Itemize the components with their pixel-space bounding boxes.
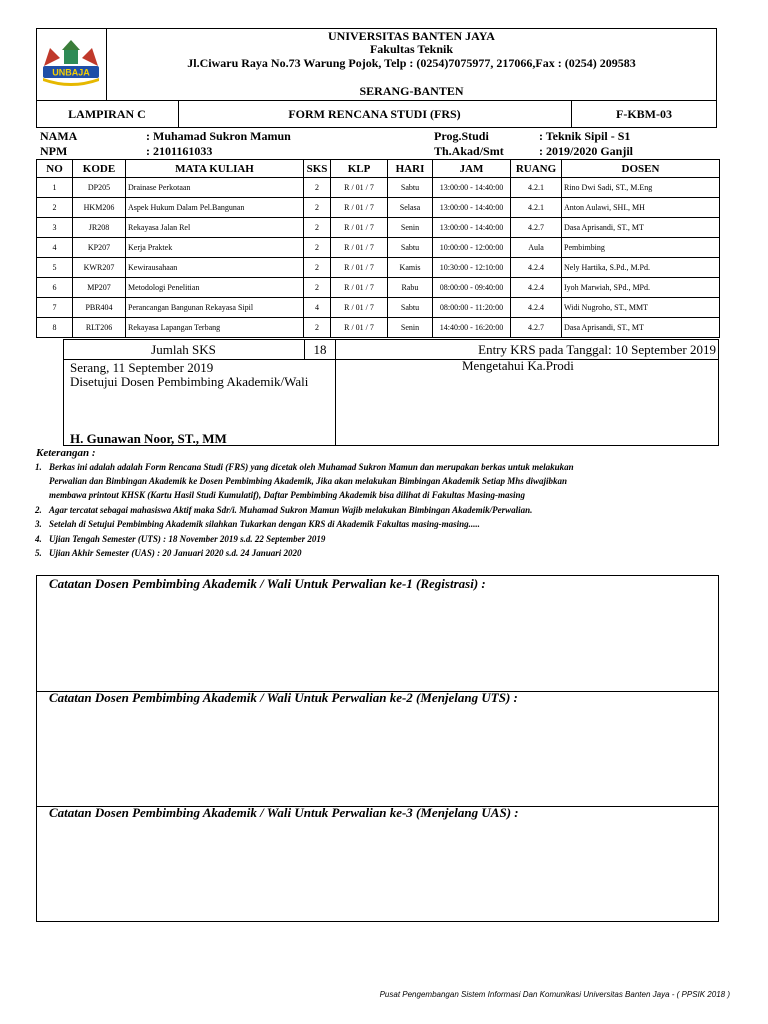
cell-jam: 08:00:00 - 11:20:00 [433, 298, 511, 318]
cell-no: 3 [37, 218, 73, 238]
note-line: Agar tercatat sebagai mahasiswa Aktif maka Sdr/i. Muhamad Sukron Mamun Wajib melakukan Bimbingan Akademik/Perwalian. [49, 505, 533, 515]
table-row [37, 198, 720, 218]
cell-mata-kuliah: Rekayasa Jalan Rel [126, 218, 304, 238]
akad-label: Th.Akad/Smt [434, 144, 504, 158]
notes-title: Keterangan : [36, 447, 96, 459]
cell-dosen: Anton Aulawi, SHI., MH [562, 198, 720, 218]
cell-hari: Sabtu [388, 178, 433, 198]
header-hari: HARI [388, 160, 433, 178]
cell-ruang: 4.2.7 [511, 318, 562, 338]
cell-klp: R / 01 / 7 [331, 318, 388, 338]
university-logo-icon [40, 36, 102, 88]
note-number-5: 5. [35, 548, 42, 558]
jumlah-sks-label: Jumlah SKS [151, 342, 216, 357]
note-line: Berkas ini adalah adalah Form Rencana Studi (FRS) yang dicetak oleh Muhamad Sukron Mamun dan merupakan berkas untuk melakukan [49, 462, 574, 472]
cell-no: 7 [37, 298, 73, 318]
cell-jam: 13:00:00 - 14:40:00 [433, 178, 511, 198]
cell-sks: 4 [304, 298, 331, 318]
entry-krs-date: Entry KRS pada Tanggal: 10 September 2019 [478, 342, 716, 357]
cell-hari: Kamis [388, 258, 433, 278]
university-name: UNIVERSITAS BANTEN JAYA [328, 29, 495, 43]
note-number-1: 1. [35, 462, 42, 472]
table-header-row [37, 160, 720, 178]
cell-hari: Sabtu [388, 298, 433, 318]
cell-dosen: Rino Dwi Sadi, ST., M.Eng [562, 178, 720, 198]
catatan-title-2: Catatan Dosen Pembimbing Akademik / Wali Untuk Perwalian ke-2 (Menjelang UTS) : [49, 690, 518, 705]
cell-klp: R / 01 / 7 [331, 178, 388, 198]
table-row [37, 278, 720, 298]
cell-hari: Senin [388, 218, 433, 238]
cell-jam: 14:40:00 - 16:20:00 [433, 318, 511, 338]
place-date: Serang, 11 September 2019 [70, 360, 214, 375]
cell-sks: 2 [304, 278, 331, 298]
cell-dosen: Pembimbing [562, 238, 720, 258]
footer-text: Pusat Pengembangan Sistem Informasi Dan Komunikasi Universitas Banten Jaya - ( PPSIK 2018 ) [379, 990, 730, 999]
header-mata-kuliah: MATA KULIAH [126, 160, 304, 178]
note-number-2: 2. [35, 505, 42, 515]
form-code: F-KBM-03 [616, 107, 672, 121]
course-table [36, 159, 720, 338]
logo-text: UNBAJA [52, 67, 90, 78]
cell-kode: JR208 [73, 218, 126, 238]
table-row [37, 318, 720, 338]
cell-dosen: Widi Nugroho, ST., MMT [562, 298, 720, 318]
catatan-box-1[interactable] [36, 575, 719, 692]
cell-mata-kuliah: Kewirausahaan [126, 258, 304, 278]
table-row [37, 178, 720, 198]
cell-klp: R / 01 / 7 [331, 238, 388, 258]
cell-jam: 10:00:00 - 12:00:00 [433, 238, 511, 258]
university-logo [40, 36, 102, 88]
cell-mata-kuliah: Rekayasa Lapangan Terbang [126, 318, 304, 338]
note-line: Ujian Akhir Semester (UAS) : 20 Januari 2020 s.d. 24 Januari 2020 [49, 548, 302, 558]
header-dosen: DOSEN [562, 160, 720, 178]
cell-no: 5 [37, 258, 73, 278]
header-sks: SKS [304, 160, 331, 178]
table-row [37, 238, 720, 258]
cell-no: 8 [37, 318, 73, 338]
table-row [37, 298, 720, 318]
cell-ruang: 4.2.4 [511, 298, 562, 318]
akad-value: : 2019/2020 Ganjil [539, 144, 634, 158]
cell-sks: 2 [304, 198, 331, 218]
cell-dosen: Dasa Aprisandi, ST., MT [562, 318, 720, 338]
cell-no: 4 [37, 238, 73, 258]
approved-by: Disetujui Dosen Pembimbing Akademik/Wali [70, 374, 309, 389]
city: SERANG-BANTEN [359, 84, 464, 98]
cell-hari: Senin [388, 318, 433, 338]
cell-no: 2 [37, 198, 73, 218]
cell-jam: 13:00:00 - 14:40:00 [433, 218, 511, 238]
cell-kode: DP205 [73, 178, 126, 198]
npm-label: NPM [40, 144, 68, 158]
cell-jam: 10:30:00 - 12:10:00 [433, 258, 511, 278]
cell-mata-kuliah: Aspek Hukum Dalam Pel.Bangunan [126, 198, 304, 218]
cell-mata-kuliah: Kerja Praktek [126, 238, 304, 258]
nama-value: : Muhamad Sukron Mamun [146, 129, 291, 143]
catatan-title-1: Catatan Dosen Pembimbing Akademik / Wali Untuk Perwalian ke-1 (Registrasi) : [49, 576, 486, 591]
jumlah-sks-value: 18 [313, 342, 327, 357]
cell-mata-kuliah: Perancangan Bangunan Rekayasa Sipil [126, 298, 304, 318]
cell-sks: 2 [304, 218, 331, 238]
catatan-title-3: Catatan Dosen Pembimbing Akademik / Wali Untuk Perwalian ke-3 (Menjelang UAS) : [49, 805, 519, 820]
header-ruang: RUANG [511, 160, 562, 178]
advisor-name: H. Gunawan Noor, ST., MM [70, 431, 227, 446]
cell-kode: HKM206 [73, 198, 126, 218]
cell-dosen: Dasa Aprisandi, ST., MT [562, 218, 720, 238]
note-number-3: 3. [35, 519, 42, 529]
cell-no: 1 [37, 178, 73, 198]
cell-hari: Sabtu [388, 238, 433, 258]
cell-sks: 2 [304, 258, 331, 278]
signature-divider [335, 359, 336, 446]
cell-jam: 13:00:00 - 14:40:00 [433, 198, 511, 218]
known-by: Mengetahui Ka.Prodi [462, 358, 574, 373]
catatan-box-2[interactable] [36, 691, 719, 807]
cell-mata-kuliah: Drainase Perkotaan [126, 178, 304, 198]
header-kode: KODE [73, 160, 126, 178]
cell-dosen: Iyoh Marwiah, SPd., MPd. [562, 278, 720, 298]
nama-label: NAMA [40, 129, 78, 143]
cell-hari: Rabu [388, 278, 433, 298]
catatan-box-3[interactable] [36, 806, 719, 922]
cell-hari: Selasa [388, 198, 433, 218]
cell-kode: MP207 [73, 278, 126, 298]
cell-jam: 08:00:00 - 09:40:00 [433, 278, 511, 298]
cell-mata-kuliah: Metodologi Penelitian [126, 278, 304, 298]
note-number-4: 4. [35, 534, 42, 544]
prodi-label: Prog.Studi [434, 129, 489, 143]
faculty-name: Fakultas Teknik [369, 42, 454, 56]
cell-klp: R / 01 / 7 [331, 278, 388, 298]
header-text [106, 30, 717, 100]
cell-kode: KP207 [73, 238, 126, 258]
cell-ruang: 4.2.7 [511, 218, 562, 238]
header-no: NO [37, 160, 73, 178]
cell-ruang: 4.2.1 [511, 198, 562, 218]
lampiran-label: LAMPIRAN C [68, 107, 146, 121]
cell-klp: R / 01 / 7 [331, 218, 388, 238]
cell-ruang: 4.2.4 [511, 258, 562, 278]
note-line: membawa printout KHSK (Kartu Hasil Studi Kumulatif), Daftar Pembimbing Akademik bisa dilihat di Fakultas Masing-masing [49, 490, 526, 500]
header-jam: JAM [433, 160, 511, 178]
cell-klp: R / 01 / 7 [331, 298, 388, 318]
cell-ruang: 4.2.4 [511, 278, 562, 298]
note-line: Perwalian dan Bimbingan Akademik ke Dosen Pembimbing Akademik, Jika akan melakukan Bimbingan Akademik Setiap Mhs diwajibkan [49, 476, 568, 486]
cell-kode: KWR207 [73, 258, 126, 278]
cell-kode: PBR404 [73, 298, 126, 318]
cell-sks: 2 [304, 318, 331, 338]
cell-sks: 2 [304, 178, 331, 198]
note-line: Setelah di Setujui Pembimbing Akademik silahkan Tukarkan dengan KRS di Akademik Fakultas masing-masing..... [49, 519, 480, 529]
form-title: FORM RENCANA STUDI (FRS) [288, 107, 461, 121]
cell-no: 6 [37, 278, 73, 298]
npm-value: : 2101161033 [146, 144, 213, 158]
cell-dosen: Nely Hartika, S.Pd., M.Pd. [562, 258, 720, 278]
cell-kode: RLT206 [73, 318, 126, 338]
address: Jl.Ciwaru Raya No.73 Warung Pojok, Telp : (0254)7075977, 217066,Fax : (0254) 209583 [187, 56, 636, 70]
cell-ruang: 4.2.1 [511, 178, 562, 198]
table-row [37, 258, 720, 278]
table-row [37, 218, 720, 238]
cell-sks: 2 [304, 238, 331, 258]
header-klp: KLP [331, 160, 388, 178]
note-line: Ujian Tengah Semester (UTS) : 18 November 2019 s.d. 22 September 2019 [49, 534, 326, 544]
cell-klp: R / 01 / 7 [331, 198, 388, 218]
cell-klp: R / 01 / 7 [331, 258, 388, 278]
cell-ruang: Aula [511, 238, 562, 258]
prodi-value: : Teknik Sipil - S1 [539, 129, 631, 143]
